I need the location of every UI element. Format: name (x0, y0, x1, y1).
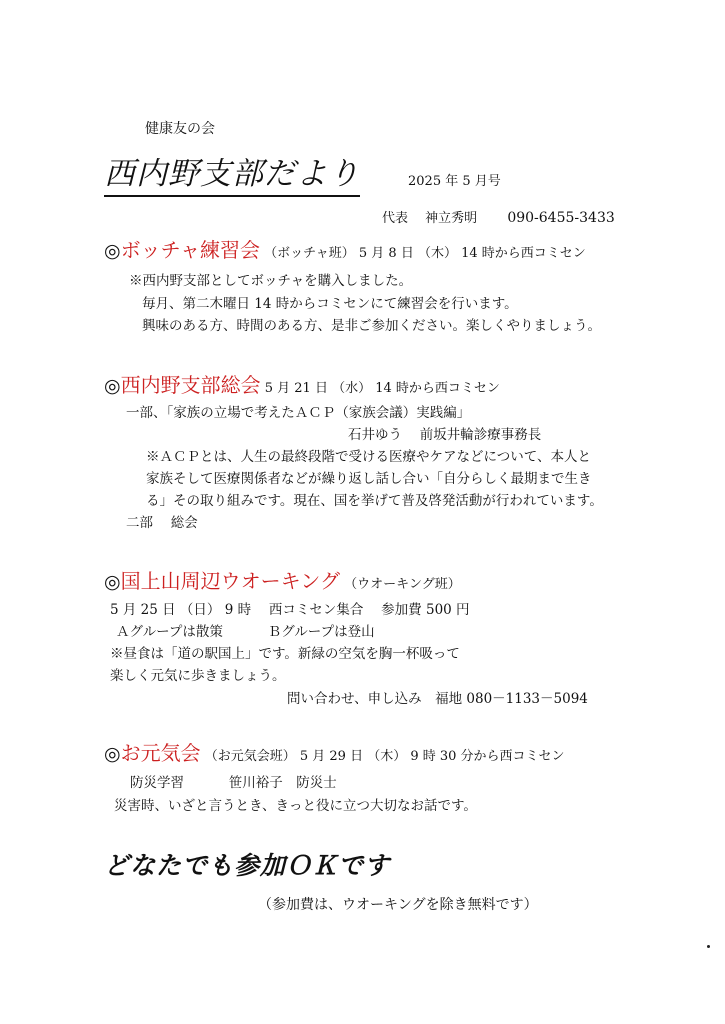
section-heading-general-meeting (104, 369, 500, 398)
scan-speck (707, 945, 710, 948)
body-line: 5 月 25 日 （日） 9 時 西コミセン集合 参加費 500 円 (110, 602, 470, 618)
closing-note: （参加費は、ウオーキングを除き無料です） (258, 897, 538, 913)
double-circle-icon: ◎ (104, 240, 121, 262)
section-title: お元気会 (120, 741, 201, 765)
section-title: 西内野支部総会 (120, 373, 261, 397)
section-subtitle: （お元気会班） 5 月 29 日 （木） 9 時 30 分から西コミセン (204, 749, 565, 764)
section-title: ボッチャ練習会 (120, 238, 260, 262)
body-line: 防災学習 笹川裕子 防災士 (130, 775, 337, 791)
section-title: 国上山周辺ウオーキング (120, 569, 340, 593)
body-line: ※ＡＣＰとは、人生の最終段階で受ける医療やケアなどについて、本人と (146, 449, 591, 465)
body-line: ※西内野支部としてボッチャを購入しました。 (129, 273, 413, 289)
speaker-line: 石井ゆう 前坂井輪診療事務長 (348, 427, 542, 443)
section-subtitle: （ウオーキング班） (344, 577, 461, 592)
representative-phone: 090-6455-3433 (507, 210, 615, 226)
double-circle-icon: ◎ (104, 375, 121, 397)
body-line: 毎月、第二木曜日 14 時からコミセンにて練習会を行います。 (142, 296, 518, 312)
double-circle-icon: ◎ (104, 743, 121, 765)
section-heading-walking (104, 565, 461, 594)
section-heading-boccia (104, 234, 586, 263)
representative-label: 代表 (382, 211, 409, 226)
newsletter-title: 西内野支部だより (104, 148, 360, 197)
body-line: 家族そして医療関係者などが繰り返し話し合い「自分らしく最期まで生き (146, 471, 592, 487)
closing-message: どなたでも参加ＯＫです (104, 851, 391, 880)
body-line: 一部、「家族の立場で考えたＡＣＰ（家族会議）実践編」 (126, 405, 471, 421)
body-line: 興味のある方、時間のある方、是非ご参加ください。楽しくやりましょう。 (142, 318, 601, 334)
contact-line: 問い合わせ、申し込み 福地 080－1133－5094 (287, 691, 588, 707)
body-line: 楽しく元気に歩きましょう。 (110, 668, 286, 684)
body-line: 二部 総会 (126, 515, 198, 531)
body-line: 災害時、いざと言うとき、きっと役に立つ大切なお話です。 (114, 798, 477, 814)
representative-name: 神立秀明 (425, 211, 478, 226)
body-line: Ａグループは散策 Ｂグループは登山 (116, 624, 375, 640)
issue-date: 2025 年 5 月号 (408, 174, 501, 189)
section-subtitle: （ボッチャ班） 5 月 8 日 （木） 14 時から西コミセン (264, 246, 586, 261)
section-heading-ogenki (104, 737, 565, 766)
representative-line (382, 207, 615, 226)
body-line: ※昼食は「道の駅国上」です。新緑の空気を胸一杯吸って (110, 646, 460, 662)
section-subtitle: 5 月 21 日 （水） 14 時から西コミセン (264, 381, 500, 396)
body-line: る」その取り組みです。現在、国を挙げて普及啓発活動が行われています。 (146, 493, 603, 509)
organization-name: 健康友の会 (145, 121, 215, 137)
double-circle-icon: ◎ (104, 571, 121, 593)
